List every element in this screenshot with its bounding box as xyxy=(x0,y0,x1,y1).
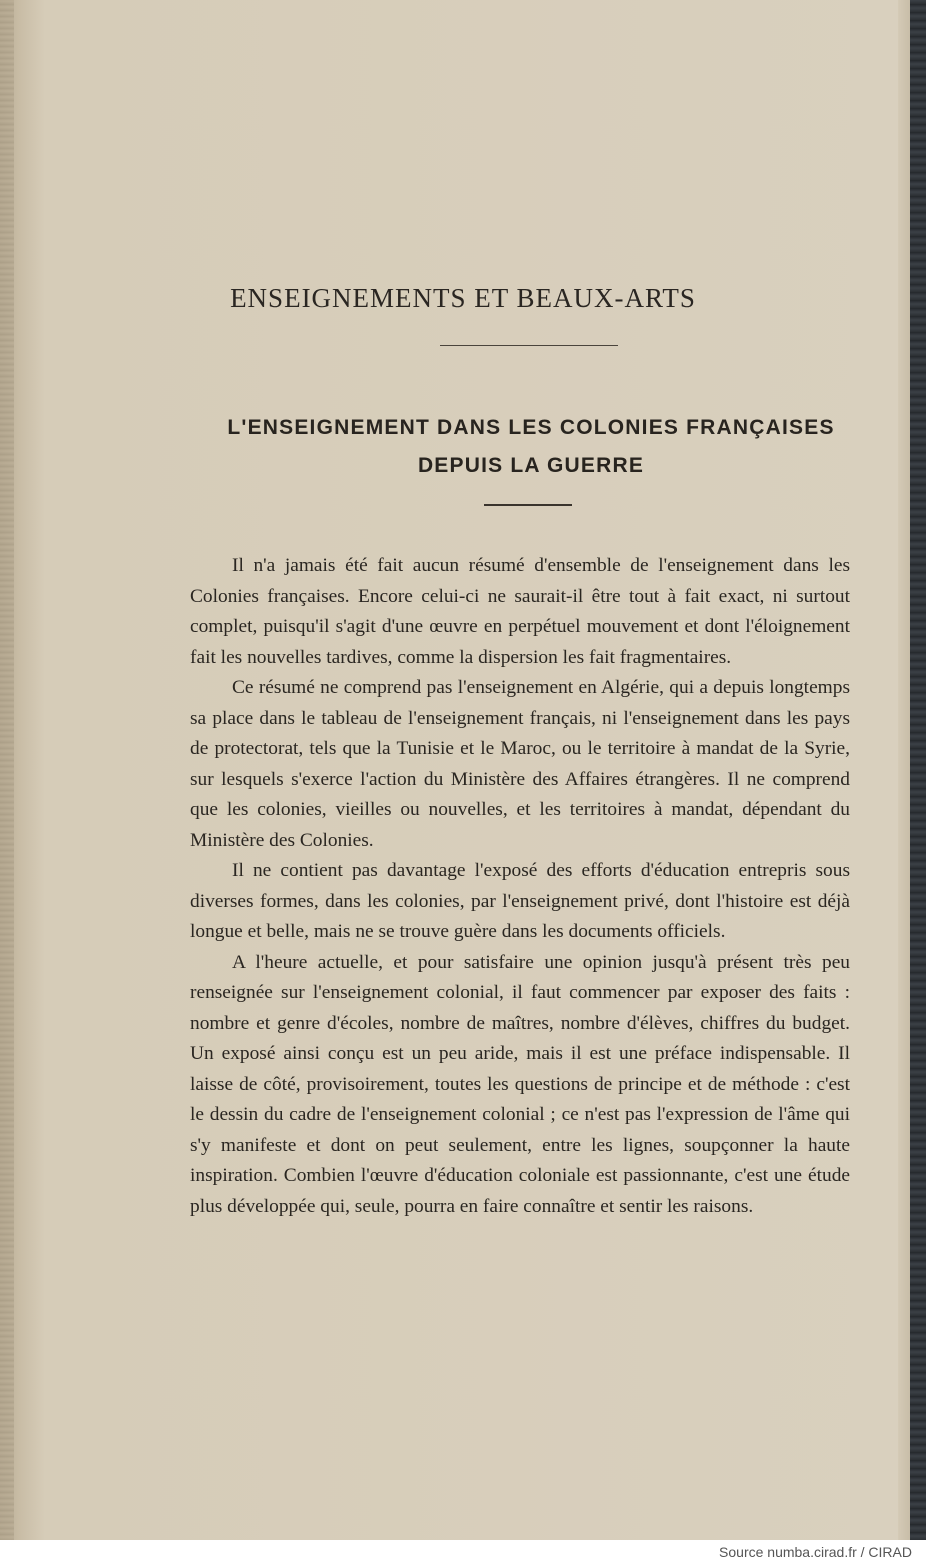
article-title xyxy=(226,409,836,485)
article-body xyxy=(190,551,850,1222)
section-divider xyxy=(440,345,618,346)
section-title: ENSEIGNEMENTS ET BEAUX-ARTS xyxy=(230,283,696,313)
book-binding xyxy=(910,0,926,1540)
paragraph: Il ne contient pas davantage l'exposé des efforts d'éducation entrepris sous diverses formes, dans les colonies, par l'enseignement privé, dont l'histoire est déjà longue et belle, mais ne se trouve guère dans les documents officiels. xyxy=(190,860,850,942)
source-credit[interactable]: Source numba.cirad.fr / CIRAD xyxy=(719,1544,912,1560)
title-divider xyxy=(484,504,572,506)
paragraph: Ce résumé ne comprend pas l'enseignement en Algérie, qui a depuis longtemps sa place dans le tableau de l'enseignement français, ni l'enseignement dans les pays de protectorat, tels que la Tunisie et le Maroc, ou le territoire à mandat de la Syrie, sur lesquels s'exerce l'action du Ministère des Affaires étrangères. Il ne comprend que les colonies, vieilles ou nouvelles, et les territoires à mandat, dépendant du Ministère des Colonies. xyxy=(190,677,850,851)
paragraph: A l'heure actuelle, et pour satisfaire une opinion jusqu'à présent très peu renseignée sur l'enseignement colonial, il faut commencer par exposer des faits : nombre et genre d'écoles, nombre de maîtres, nombre d'élèves, chiffres du budget. Un exposé ainsi conçu est un peu aride, mais il est une préface indispensable. Il laisse de côté, provisoirement, toutes les questions de principe et de méthode : c'est le dessin du cadre de l'enseignement colonial ; ce n'est pas l'expression de l'âme qui s'y manifeste et dont on peut seulement, entre les lignes, soupçonner la haute inspiration. Combien l'œuvre d'éducation coloniale est passionnante, c'est une étude plus développée qui, seule, pourra en faire connaître et sentir les raisons. xyxy=(190,951,850,1217)
paragraph: Il n'a jamais été fait aucun résumé d'ensemble de l'enseignement dans les Colonies françaises. Encore celui-ci ne saurait-il être tout à fait exact, ni surtout complet, puisqu'il s'agit d'une œuvre en perpétuel mouvement et dont l'éloignement fait les nouvelles tardives, comme la dispersion les fait fragmentaires. xyxy=(190,555,850,668)
left-page-edge xyxy=(0,0,14,1540)
article-title-line-2: DEPUIS LA GUERRE xyxy=(417,454,645,477)
right-page-stack xyxy=(898,0,910,1540)
article-title-line-1: L'ENSEIGNEMENT DANS LES COLONIES FRANÇAISES xyxy=(227,416,835,439)
